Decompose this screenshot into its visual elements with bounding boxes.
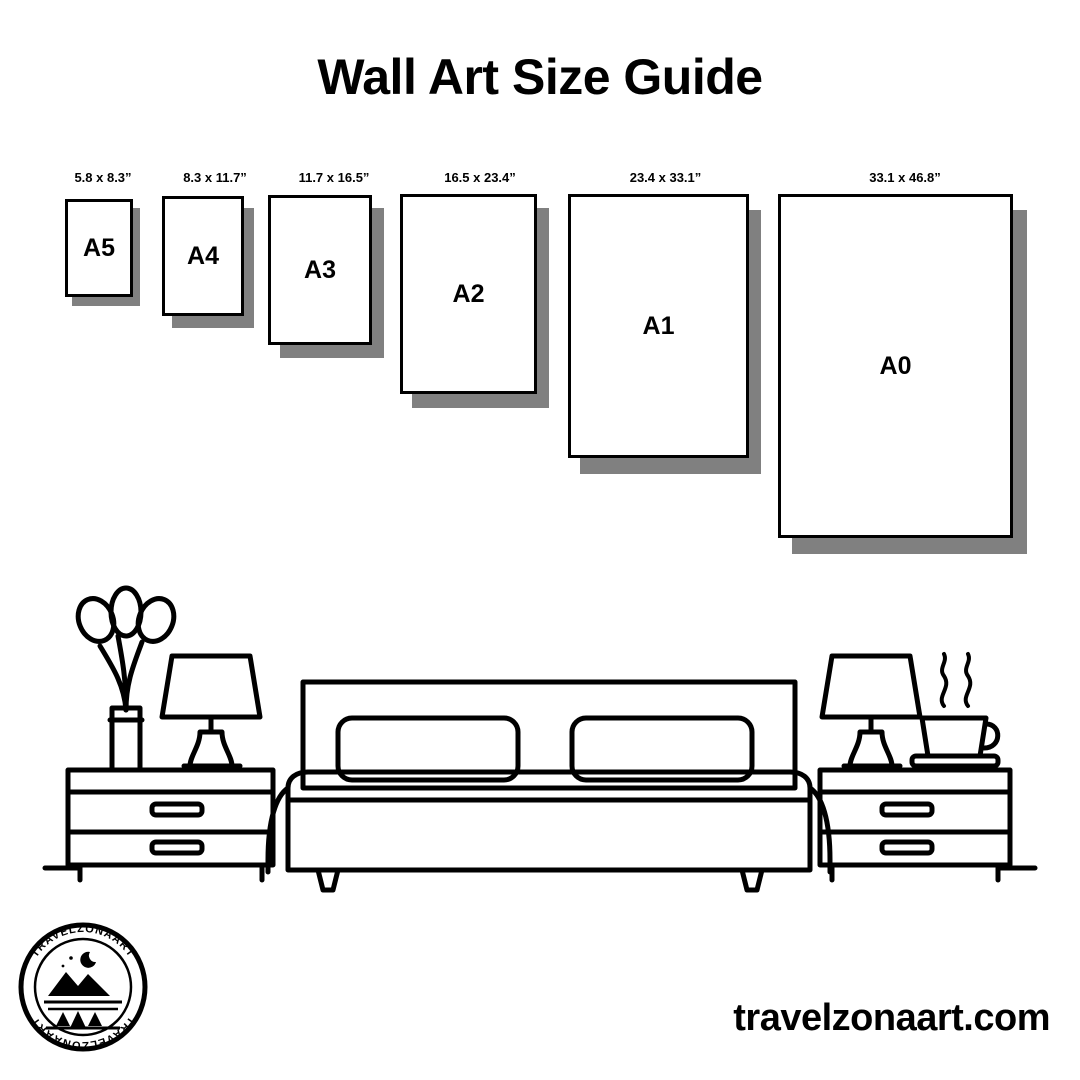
bedroom-furniture-illustration bbox=[0, 560, 1080, 920]
bed-leg-right bbox=[742, 870, 762, 890]
frame-a3 bbox=[258, 170, 410, 400]
frame-a2 bbox=[390, 170, 570, 440]
frame-a1-dimensions: 23.4 x 33.1” bbox=[629, 170, 702, 185]
frame-a1 bbox=[558, 170, 773, 510]
bed-leg-left bbox=[318, 870, 338, 890]
svg-text:TRAVELZONAART bbox=[29, 1014, 137, 1051]
frame-a0-box bbox=[778, 194, 1013, 538]
frame-a5 bbox=[48, 170, 158, 320]
right-lamp bbox=[822, 656, 920, 766]
right-nightstand bbox=[820, 770, 1010, 880]
frame-a3-dimensions: 11.7 x 16.5” bbox=[298, 170, 370, 185]
frame-a0-dimensions: 33.1 x 46.8” bbox=[869, 170, 941, 185]
coffee-cup bbox=[912, 654, 998, 766]
frame-a5-dimensions: 5.8 x 8.3” bbox=[74, 170, 132, 185]
plant-vase-left bbox=[72, 588, 180, 770]
frame-a4-box bbox=[162, 196, 244, 316]
frame-a2-label: A2 bbox=[452, 279, 485, 308]
logo-top-text: TRAVELZONAART bbox=[28, 922, 138, 960]
website-url: travelzonaart.com bbox=[733, 997, 1050, 1039]
left-lamp bbox=[162, 656, 260, 766]
brand-logo bbox=[18, 922, 148, 1052]
frame-a0-label: A0 bbox=[879, 351, 912, 380]
frame-a2-box bbox=[400, 194, 537, 394]
frame-a5-box bbox=[65, 199, 133, 297]
frame-a4-label: A4 bbox=[187, 241, 219, 270]
bed bbox=[268, 682, 830, 890]
frame-a1-box bbox=[568, 194, 749, 458]
frame-a5-label: A5 bbox=[83, 233, 115, 262]
frame-a3-box bbox=[268, 195, 372, 345]
frame-a2-dimensions: 16.5 x 23.4” bbox=[444, 170, 516, 185]
frame-size-row bbox=[0, 170, 1080, 600]
page-title: Wall Art Size Guide bbox=[317, 49, 763, 105]
frame-a1-label: A1 bbox=[642, 311, 675, 340]
frame-a4-dimensions: 8.3 x 11.7” bbox=[183, 170, 247, 185]
logo-bottom-text: TRAVELZONAART bbox=[28, 1014, 138, 1052]
left-nightstand bbox=[68, 770, 273, 880]
frame-a0 bbox=[770, 170, 1040, 590]
frame-a3-label: A3 bbox=[304, 255, 336, 284]
